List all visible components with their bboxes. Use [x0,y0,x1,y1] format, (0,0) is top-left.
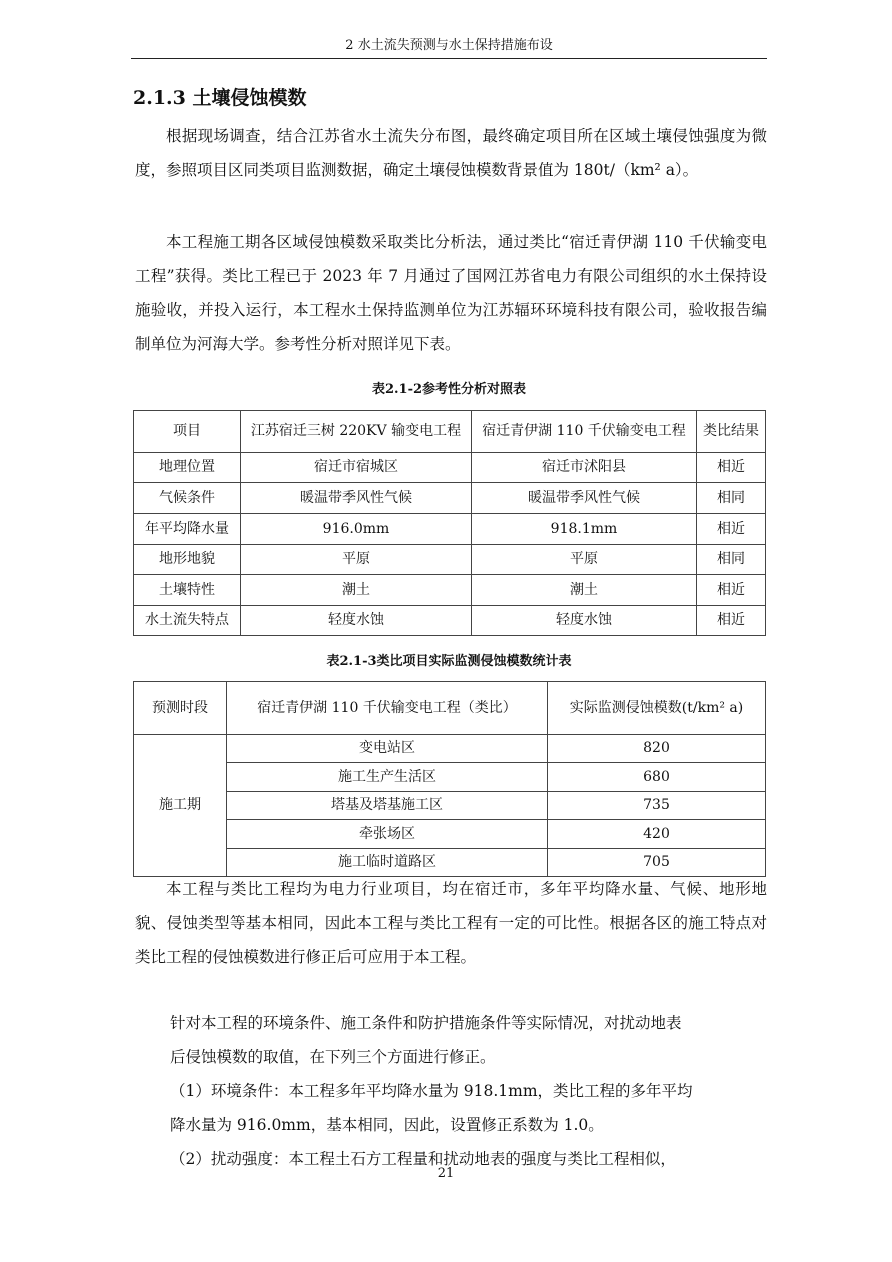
table1-header-cell: 宿迁青伊湖 110 千伏输变电工程 [472,411,697,453]
table1-header-row [134,411,766,453]
table2-header-cell: 宿迁青伊湖 110 千伏输变电工程（类比） [227,682,548,735]
table2-cell: 420 [548,820,766,849]
table1-cell: 平原 [472,545,697,575]
table1-cell: 地理位置 [134,453,241,483]
table1-cell: 年平均降水量 [134,514,241,545]
table2-row [134,735,766,763]
table1-cell: 宿迁市沭阳县 [472,453,697,483]
paragraph-disturbance: （2）扰动强度：本工程土石方工程量和扰动地表的强度与类比工程相似， [170,1150,676,1168]
paragraph-analogy-method: 本工程施工期各区域侵蚀模数采取类比分析法，通过类比“宿迁青伊湖 110 千伏输变电工程”获得。类比工程已于 2023 年 7 月通过了国网江苏省电力有限公司组织的水土保持设施验收，并投入运行，本工程水土保持监测单位为江苏辐环环境科技有限公司，验收报告编制单位为河海大学。参考性分析对照详见下表。 [135,233,767,353]
table1-header-cell: 江苏宿迁三树 220KV 输变电工程 [241,411,472,453]
table2-cell: 820 [548,735,766,763]
table1-cell: 土壤特性 [134,575,241,606]
table2-row [134,763,766,792]
table2-cell: 施工临时道路区 [227,849,548,877]
table1-cell: 相近 [697,453,766,483]
table1-row [134,514,766,545]
table1-cell: 水土流失特点 [134,606,241,636]
table1-cell: 暖温带季风性气候 [241,483,472,514]
table1-row [134,453,766,483]
paragraph-correction-intro-2: 后侵蚀模数的取值，在下列三个方面进行修正。 [170,1048,496,1066]
table2-header-row [134,682,766,735]
paragraph-background-modulus: 根据现场调查，结合江苏省水土流失分布图，最终确定项目所在区域土壤侵蚀强度为微度，参照项目区同类项目监测数据，确定土壤侵蚀模数背景值为 180t/（km² a）。 [135,127,767,179]
table1-row [134,575,766,606]
paragraph-comparability: 本工程与类比工程均为电力行业项目，均在宿迁市，多年平均降水量、气候、地形地貌、侵蚀类型等基本相同，因此本工程与类比工程有一定的可比性。根据各区的施工特点对类比工程的侵蚀模数进行修正后可应用于本工程。 [135,880,767,966]
table2-caption: 表2.1-3类比项目实际监测侵蚀模数统计表 [326,654,572,669]
table1-cell: 相同 [697,483,766,514]
paragraph-environment-2: 降水量为 916.0mm，基本相同，因此，设置修正系数为 1.0。 [170,1116,604,1134]
table1-cell: 平原 [241,545,472,575]
table1-row [134,483,766,514]
table2-cell: 塔基及塔基施工区 [227,792,548,820]
table2-cell: 变电站区 [227,735,548,763]
table1-row [134,545,766,575]
table1-cell: 气候条件 [134,483,241,514]
table2-row [134,792,766,820]
table1-cell: 相同 [697,545,766,575]
table2-header-cell: 预测时段 [134,682,227,735]
header-title: 2 水土流失预测与水土保持措施布设 [345,38,553,53]
table1-caption: 表2.1-2参考性分析对照表 [371,382,527,397]
table2-cell: 牵张场区 [227,820,548,849]
table1-cell: 916.0mm [241,514,472,545]
table1-cell: 潮土 [241,575,472,606]
table1-cell: 相近 [697,514,766,545]
table1-cell: 相近 [697,606,766,636]
table1-cell: 918.1mm [472,514,697,545]
table1-cell: 潮土 [472,575,697,606]
table1-cell: 轻度水蚀 [472,606,697,636]
table1-header-cell: 类比结果 [697,411,766,453]
table2-cell: 680 [548,763,766,792]
section-heading: 2.1.3 土壤侵蚀模数 [133,87,307,109]
table2-period-cell: 施工期 [134,735,227,877]
table1-cell: 相近 [697,575,766,606]
table1-header-cell: 项目 [134,411,241,453]
table1-cell: 轻度水蚀 [241,606,472,636]
page-header [131,36,767,59]
table1-row [134,606,766,636]
table2-cell: 705 [548,849,766,877]
table2-cell: 施工生产生活区 [227,763,548,792]
monitoring-erosion-table [133,681,766,877]
reference-comparison-table [133,410,766,636]
paragraph-environment-1: （1）环境条件：本工程多年平均降水量为 918.1mm，类比工程的多年平均 [170,1082,693,1100]
table1-cell: 暖温带季风性气候 [472,483,697,514]
table2-header-cell: 实际监测侵蚀模数(t/km² a) [548,682,766,735]
table1-cell: 宿迁市宿城区 [241,453,472,483]
table2-cell: 735 [548,792,766,820]
table2-row [134,820,766,849]
table1-cell: 地形地貌 [134,545,241,575]
page-number: 21 [437,1166,455,1181]
paragraph-correction-intro-1: 针对本工程的环境条件、施工条件和防护措施条件等实际情况，对扰动地表 [170,1014,682,1032]
